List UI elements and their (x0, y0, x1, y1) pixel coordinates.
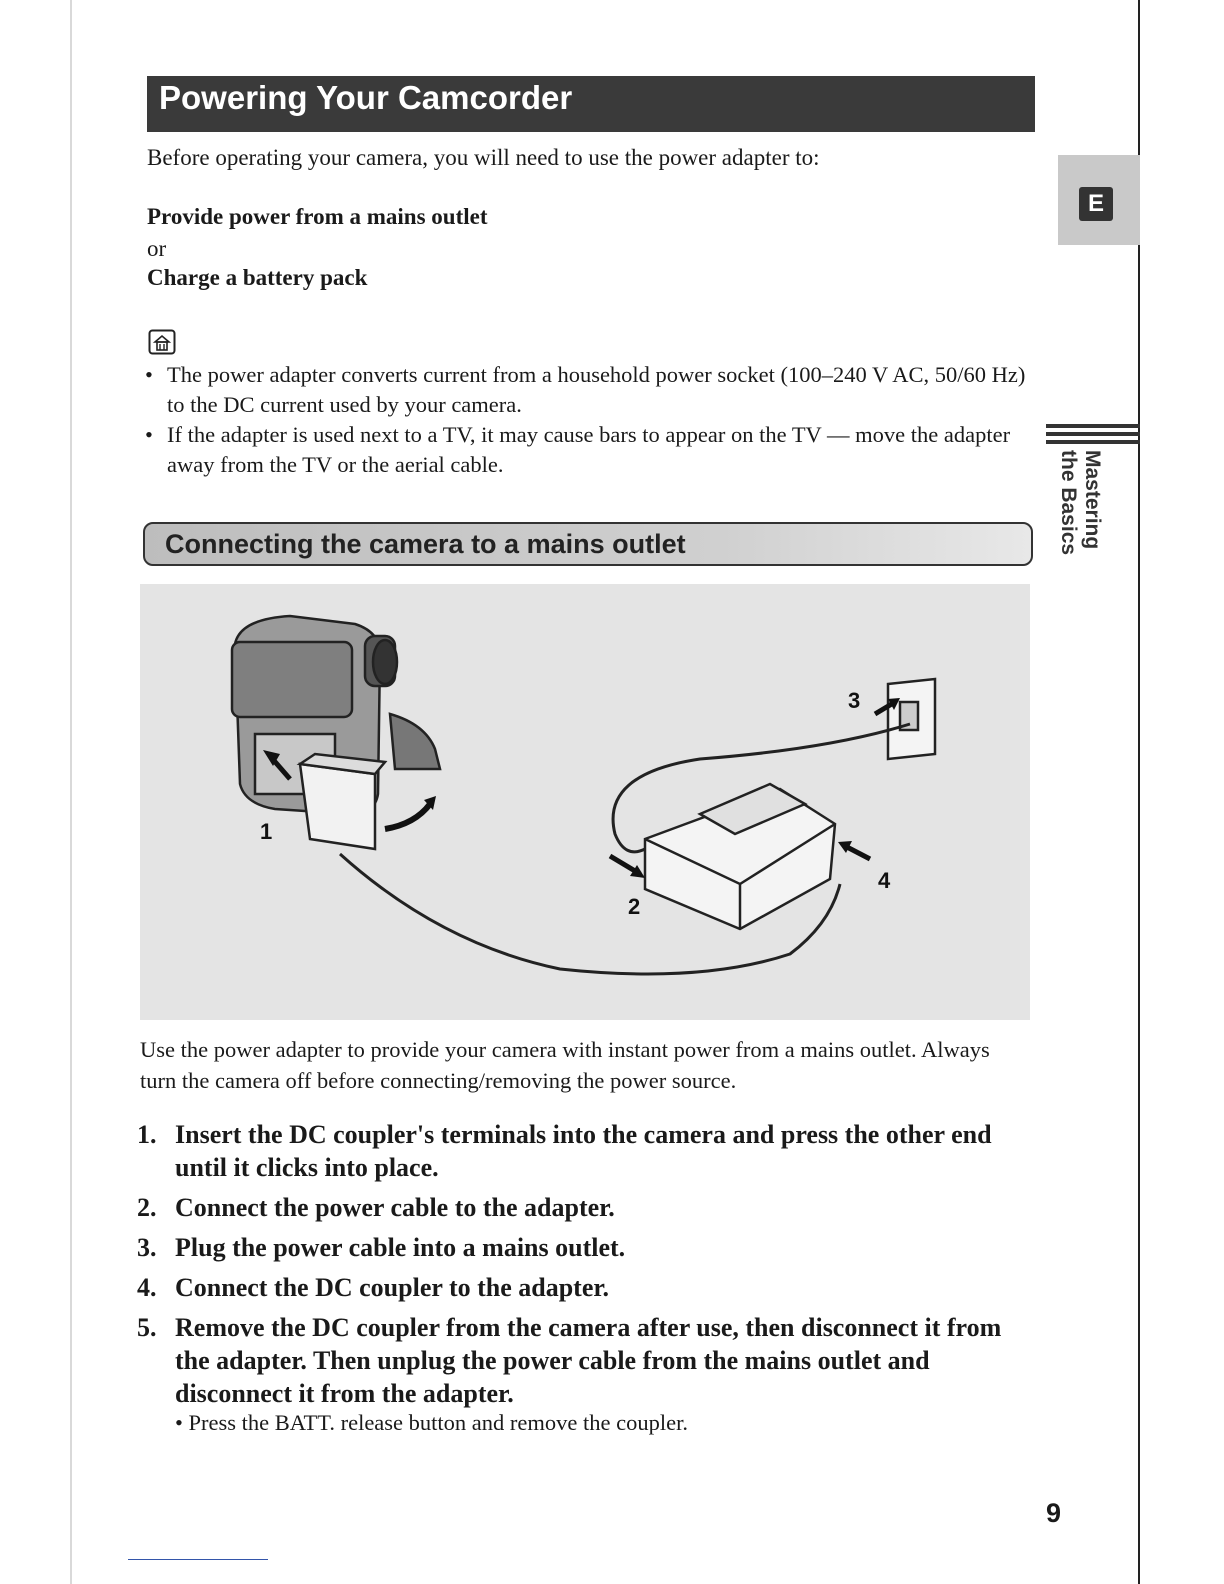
illustration-label-3: 3 (848, 688, 861, 713)
step-text: Plug the power cable into a mains outlet. (175, 1233, 626, 1262)
note-item: • The power adapter converts current from a household power socket (100–240 V AC, 50/60 Hz) to the DC current used by your camera. (145, 360, 1045, 420)
step-item (137, 1271, 1037, 1304)
side-section-line-2: the Basics (1057, 450, 1080, 556)
language-tab-letter: E (1079, 187, 1113, 221)
step-text: Remove the DC coupler from the camera after use, then disconnect it from the adapter. Then unplug the power cable from the mains outlet and disconnect it from the adapter. (175, 1313, 1002, 1408)
option-charge-battery: Charge a battery pack (147, 265, 368, 290)
side-section-line-1: Mastering (1081, 450, 1104, 550)
option-mains-outlet: Provide power from a mains outlet (147, 204, 488, 229)
side-section-title (1056, 450, 1104, 555)
step-5-note: • Press the BATT. release button and remove the coupler. (175, 1410, 688, 1435)
step-number: 2. (137, 1193, 157, 1222)
step-number: 5. (137, 1313, 157, 1342)
step-number: 1. (137, 1120, 157, 1149)
step-text: Insert the DC coupler's terminals into the camera and press the other end until it clicks into place. (175, 1120, 992, 1182)
dc-coupler-graphic (300, 754, 385, 849)
step-item (137, 1311, 1037, 1410)
page-title: Powering Your Camcorder (147, 76, 1035, 132)
step-5-note-text: Press the BATT. release button and remove the coupler. (188, 1410, 688, 1435)
description-text: Use the power adapter to provide your camera with instant power from a mains outlet. Always turn the camera off before connecting/removing the power source. (140, 1037, 990, 1093)
step-number: 4. (137, 1273, 157, 1302)
illustration-label-1: 1 (260, 819, 273, 844)
step-number: 3. (137, 1233, 157, 1262)
notes-list (145, 360, 1045, 480)
page-left-edge (70, 0, 72, 1584)
or-text: or (147, 236, 167, 261)
step-item (137, 1191, 1037, 1224)
illustration-label-4: 4 (878, 868, 891, 893)
side-section-marker (1046, 424, 1140, 448)
note-item: • If the adapter is used next to a TV, it may cause bars to appear on the TV — move the adapter away from the TV or the aerial cable. (145, 420, 1045, 480)
page-number: 9 (1046, 1498, 1062, 1528)
step-item (137, 1118, 1037, 1184)
illustration-label-2: 2 (628, 894, 641, 919)
steps-list (137, 1118, 1037, 1417)
step-item (137, 1231, 1037, 1264)
wall-socket-graphic (888, 679, 935, 759)
camcorder-connection-illustration (140, 584, 1030, 1020)
page-bottom-mark (128, 1559, 268, 1560)
intro-text: Before operating your camera, you will need to use the power adapter to: (147, 145, 820, 170)
section-title: Connecting the camera to a mains outlet (143, 522, 1033, 566)
step-text: Connect the DC coupler to the adapter. (175, 1273, 610, 1302)
step-text: Connect the power cable to the adapter. (175, 1193, 615, 1222)
note-icon (148, 329, 176, 355)
